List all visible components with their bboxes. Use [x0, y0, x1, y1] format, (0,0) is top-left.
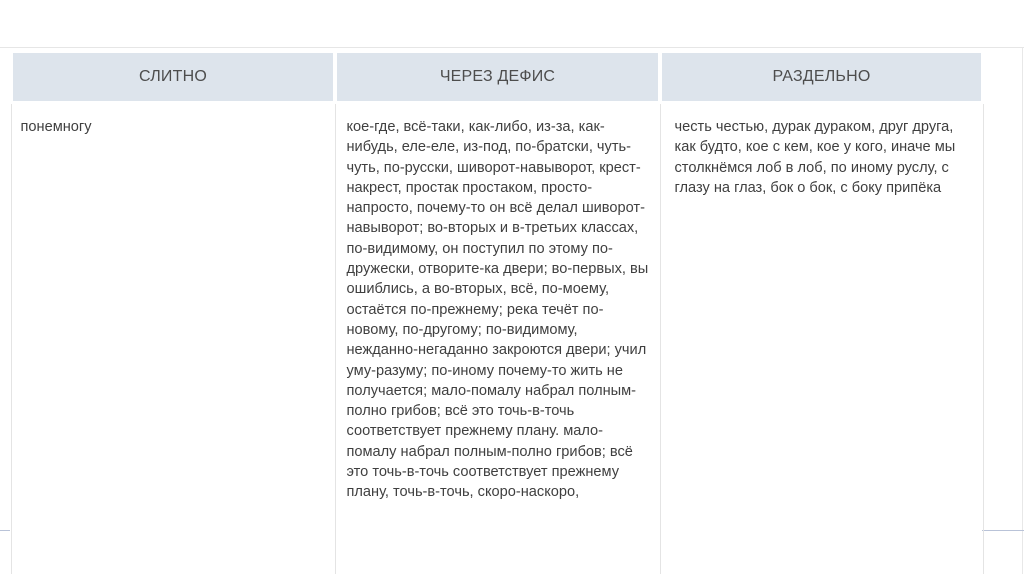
header-cherez-defis: ЧЕРЕЗ ДЕФИС: [335, 53, 660, 103]
top-divider: [0, 47, 1024, 48]
spelling-table: [9, 53, 985, 574]
header-slitno: СЛИТНО: [11, 53, 335, 103]
cell-slitno: понемногу: [11, 103, 335, 574]
cell-cherez-defis: кое-где, всё-таки, как-либо, из-за, как-нибудь, еле-еле, из-под, по-братски, чуть-чуть, по-русски, шиворот-навыворот, крест-накрест, простак простаком, просто-напросто, почему-то он всё делал шиворот-навыворот; во-вторых и в-третьих классах, по-видимому, он поступил по этому по-дружески, отворите-ка двери; во-первых, вы ошиблись, а во-вторых, всё, по-моему, остаётся по-прежнему; река течёт по-новому, по-другому; по-видимому, нежданно-негаданно закроются двери; учил уму-разуму; по-иному почему-то жить не получается; мало-помалу набрал полным-полно грибов; всё это точь-в-точь соответствует прежнему плану. мало-помалу набрал полным-полно грибов; всё это точь-в-точь соответствует прежнему плану, точь-в-точь, скоро-наскоро,: [335, 103, 660, 574]
cell-razdelno: честь честью, дурак дураком, друг друга, как будто, кое с кем, кое у кого, иначе мы столкнёмся лоб в лоб, по иному руслу, с глазу на глаз, бок о бок, с боку припёка: [660, 103, 983, 574]
table-row: [11, 103, 983, 574]
header-razdelno: РАЗДЕЛЬНО: [660, 53, 983, 103]
footer-line-right: [982, 530, 1024, 531]
spelling-table-container: [9, 53, 981, 574]
table-header-row: [11, 53, 983, 103]
right-edge-line: [1022, 48, 1023, 574]
